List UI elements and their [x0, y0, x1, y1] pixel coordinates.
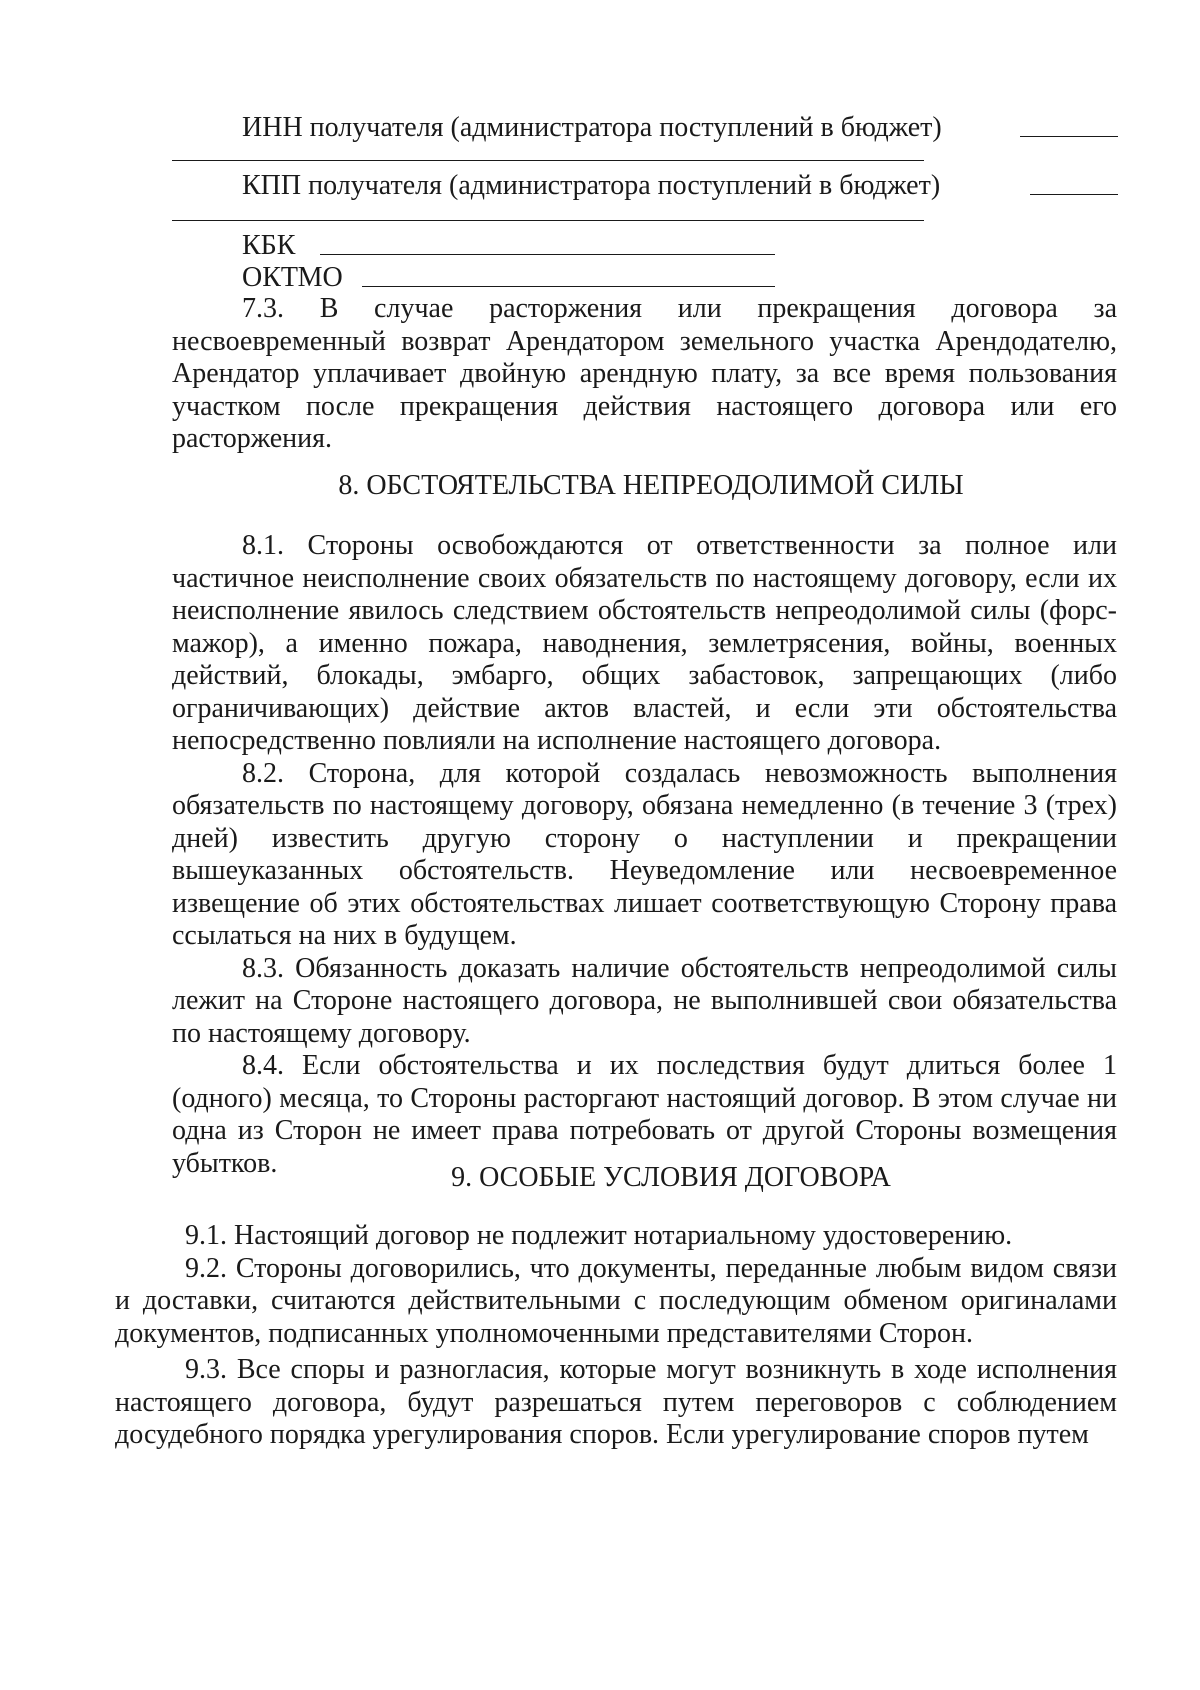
- section-8-body: [172, 530, 1117, 1180]
- paragraph-8-4: 8.4. Если обстоятельства и их последствия будут длиться более 1 (одного) месяца, то Стороны расторгают настоящий договор. В этом случае ни одна из Сторон не имеет права потребовать от другой Стороны возмещения убытков.: [172, 1050, 1117, 1179]
- paragraph-8-2: 8.2. Сторона, для которой создалась невозможность выполнения обязательств по настоящему договору, обязана немедленно (в течение 3 (трех) дней) известить другую сторону о наступлении и прекращении вышеуказанных обстоятельств. Неуведомление или несвоевременное извещение об этих обстоятельствах лишает соответствующую Сторону права ссылаться на них в будущем.: [172, 757, 1117, 951]
- paragraph-7-3: 7.3. В случае расторжения или прекращения договора за несвоевременный возврат Арендатором земельного участка Арендодателю, Арендатор уплачивает двойную арендную плату, за все время пользования участком после прекращения действия настоящего договора или его расторжения.: [172, 293, 1117, 454]
- kpp-field: [172, 170, 1117, 203]
- kpp-continuation-line: [172, 220, 924, 221]
- kpp-blank-line: [1030, 194, 1118, 195]
- kbk-field: [172, 230, 1117, 263]
- paragraph-9-2: 9.2. Стороны договорились, что документы, переданные любым видом связи и доставки, считаются действительными с последующим обменом оригиналами документов, подписанных уполномоченными представителями Сторон.: [115, 1252, 1117, 1349]
- section-8-heading: 8. ОБСТОЯТЕЛЬСТВА НЕПРЕОДОЛИМОЙ СИЛЫ: [338, 470, 964, 501]
- paragraph-8-3: 8.3. Обязанность доказать наличие обстоятельств непреодолимой силы лежит на Стороне настоящего договора, не выполнившей свои обязательства по настоящему договору.: [172, 952, 1117, 1049]
- kpp-label: КПП получателя (администратора поступлений в бюджет): [242, 170, 941, 201]
- kbk-blank-line: [320, 254, 775, 255]
- inn-field: [172, 112, 1117, 145]
- kbk-label: КБК: [242, 230, 296, 261]
- paragraph-8-1: 8.1. Стороны освобождаются от ответственности за полное или частичное неисполнение своих обязательств по настоящему договору, если их неисполнение явилось следствием обстоятельств непреодолимой силы (форс-мажор), а именно пожара, наводнения, землетрясения, войны, военных действий, блокады, эмбарго, общих забастовок, запрещающих (либо ограничивающих) действие актов властей, и если эти обстоятельства непосредственно повлияли на исполнение настоящего договора.: [172, 530, 1117, 756]
- inn-blank-line: [1020, 136, 1118, 137]
- section-9-heading: 9. ОСОБЫЕ УСЛОВИЯ ДОГОВОРА: [451, 1162, 891, 1193]
- paragraph-9-1: 9.1. Настоящий договор не подлежит нотариальному удостоверению.: [185, 1220, 1013, 1251]
- paragraph-9-3: 9.3. Все споры и разногласия, которые могут возникнуть в ходе исполнения настоящего договора, будут разрешаться путем переговоров с соблюдением досудебного порядка урегулирования споров. Если урегулирование споров путем: [115, 1354, 1117, 1450]
- section-9-body: [115, 1220, 1117, 1452]
- oktmo-field: [172, 262, 1117, 295]
- inn-continuation-line: [172, 160, 924, 161]
- clause-7-3: [172, 293, 1117, 456]
- oktmo-blank-line: [362, 286, 775, 287]
- oktmo-label: ОКТМО: [242, 262, 343, 293]
- inn-label: ИНН получателя (администратора поступлений в бюджет): [242, 112, 942, 143]
